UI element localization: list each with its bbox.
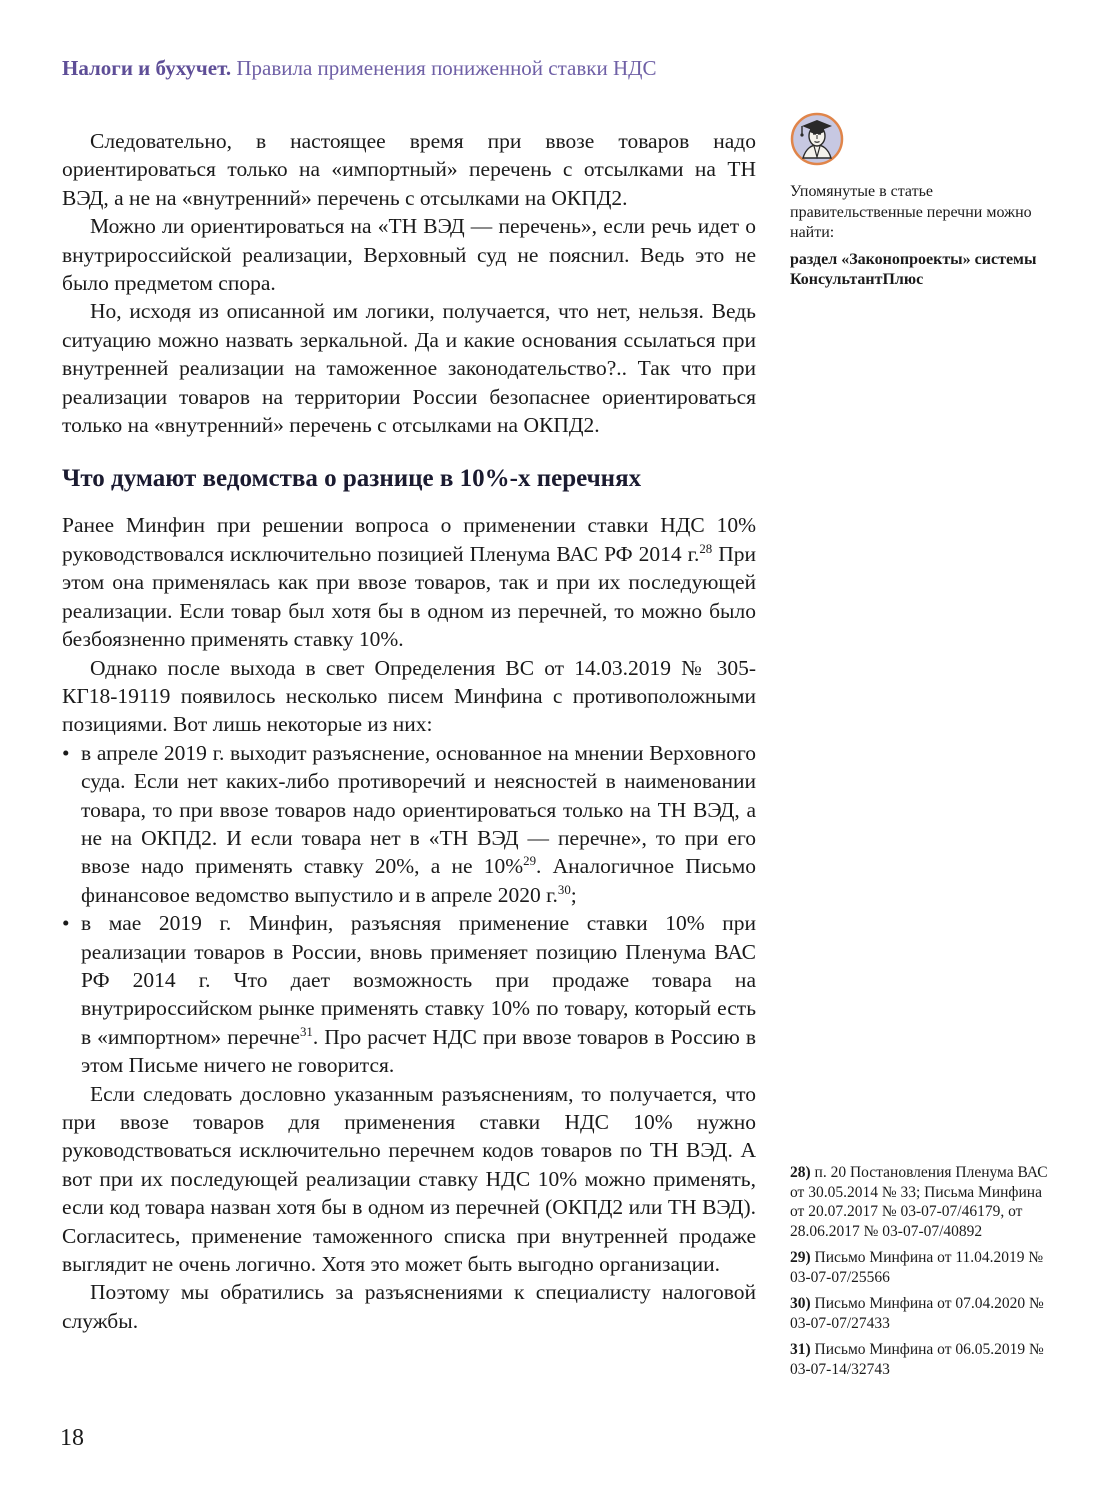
paragraph: Можно ли ориентироваться на «ТН ВЭД — перечень», если речь идет о внутрироссийской реализации, Верховный суд не пояснил. Ведь это не было предметом спора. — [62, 214, 756, 296]
paragraph: Следовательно, в настоящее время при ввозе товаров надо ориентироваться только на «импортный» перечень с отсылками на ТН ВЭД, а не на «внутренний» перечень с отсылками на ОКПД2. — [62, 129, 756, 210]
footnote-ref-31: 31 — [299, 1024, 313, 1039]
paragraph: Поэтому мы обратились за разъяснениями к специалисту налоговой службы. — [62, 1280, 756, 1333]
footnote-number: 30) — [790, 1295, 811, 1312]
footnote-number: 28) — [790, 1164, 811, 1181]
article-body — [62, 127, 756, 1335]
article-rubric-title: Правила применения пониженной ставки НДС — [236, 56, 657, 80]
list-item — [62, 739, 756, 909]
paragraph-text: Ранее Минфин при решении вопроса о применении ставки НДС 10% руководствовался исключительно позицией Пленума ВАС РФ 2014 г. — [62, 513, 756, 566]
page-header — [62, 55, 822, 81]
paragraph-text: . Про расчет НДС при ввозе товаров в Россию в этом Письме ничего не говорится. — [81, 1024, 756, 1078]
footnote-30 — [790, 1294, 1052, 1333]
page-number: 18 — [60, 1425, 84, 1451]
footnote-number: 29) — [790, 1249, 811, 1266]
paragraph: Но, исходя из описанной им логики, получается, что нет, нельзя. Ведь ситуацию можно назвать зеркальной. Да и какие основания ссылаться при внутренней реализации на таможенное законодательство?.. Так что при реализации товаров на территории России безопаснее ориентироваться только на «внутренний» перечень с отсылками на ОКПД2. — [62, 299, 756, 438]
footnote-ref-30: 30 — [557, 882, 571, 897]
footnote-text: Письмо Минфина от 11.04.2019 № 03-07-07/25566 — [790, 1249, 1044, 1286]
footnote-text: Письмо Минфина от 07.04.2020 № 03-07-07/27433 — [790, 1295, 1044, 1332]
section-heading: Что думают ведомства о разнице в 10%-х перечнях — [62, 465, 642, 493]
paragraph-text: При этом она применялась как при ввозе товаров, так и при их последующей реализации. Если товар был хотя бы в одном из перечней, то можно было безбоязненно применять ставку 10%. — [62, 541, 756, 652]
margin-note-reference: раздел «Законопроекты» системы КонсультантПлюс — [790, 250, 1037, 288]
paragraph-text: в апреле 2019 г. выходит разъяснение, основанное на мнении Верховного суда. Если нет каких-либо противоречий и неясностей в наименовании товара, то при ввозе товаров надо ориентироваться только на ТН ВЭД, а не на ОКПД2. И если товара нет в «ТН ВЭД — перечне», то при его ввозе надо применять ставку 20%, а не 10% — [81, 740, 756, 879]
paragraph: Однако после выхода в свет Определения ВС от 14.03.2019 № 305-КГ18-19119 появилось несколько писем Минфина с противоположными позициями. Вот лишь некоторые из них: — [62, 655, 756, 737]
paragraph-text: ; — [570, 882, 577, 907]
footnote-28 — [790, 1163, 1052, 1241]
footnotes-block — [790, 1163, 1052, 1386]
footnote-29 — [790, 1248, 1052, 1287]
bullet-list — [62, 739, 756, 1080]
footnote-number: 31) — [790, 1341, 811, 1358]
magazine-section-title: Налоги и бухучет. — [62, 56, 232, 80]
paragraph: Если следовать дословно указанным разъяснениям, то получается, что при ввозе товаров для применения ставки НДС 10% нужно руководствоваться исключительно перечнем кодов товаров по ТН ВЭД. А вот при их последующей реализации ставку НДС 10% можно применять, если код товара назван хотя бы в одном из перечней (ОКПД2 или ТН ВЭД). Согласитесь, применение таможенного списка при внутренней продаже выглядит не очень логично. Хотя это может быть выгодно организации. — [62, 1081, 756, 1277]
paragraph — [62, 511, 756, 653]
list-item — [62, 909, 756, 1079]
footnote-text: Письмо Минфина от 06.05.2019 № 03-07-14/32743 — [790, 1341, 1044, 1378]
paragraph-text: . Аналогичное Письмо финансовое ведомство выпустило и в апреле 2020 г. — [81, 854, 756, 907]
scholar-icon — [790, 112, 844, 166]
margin-note — [790, 112, 1044, 291]
paragraph-text: в мае 2019 г. Минфин, разъясняя применение ставки 10% при реализации товаров в России, вновь применяет позицию Пленума ВАС РФ 2014 г. Что дает возможность при продаже товара на внутрироссийском рынке применять ставку 10% по товару, который есть в «импортном» перечне — [81, 911, 756, 1049]
margin-note-text: Упомянутые в статье правительственные перечни можно найти: — [790, 183, 1032, 241]
footnote-text: п. 20 Постановления Пленума ВАС от 30.05.2014 № 33; Письма Минфина от 20.07.2017 № 03-07-07/46179, от 28.06.2017 № 03-07-07/40892 — [790, 1164, 1048, 1240]
footnote-ref-29: 29 — [523, 854, 537, 869]
footnote-ref-28: 28 — [699, 541, 713, 556]
footnote-31 — [790, 1340, 1052, 1379]
